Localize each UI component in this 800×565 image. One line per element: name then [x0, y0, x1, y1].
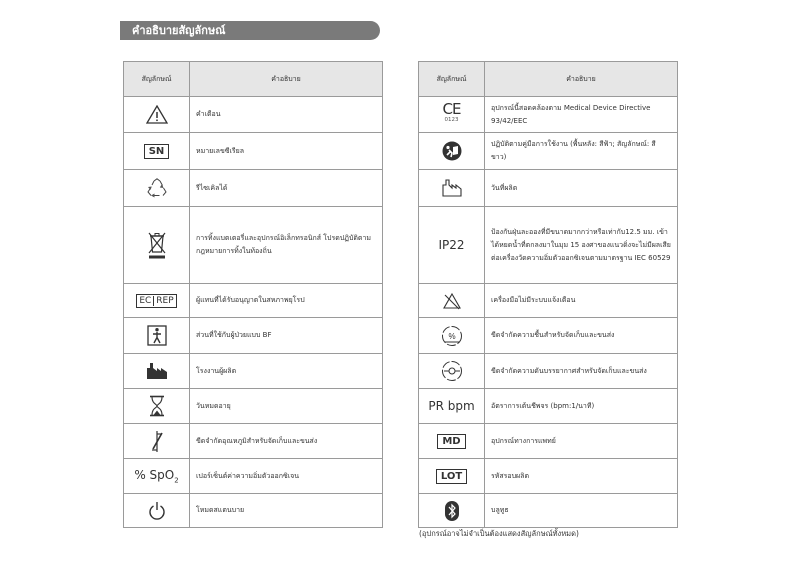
table-row [419, 284, 678, 318]
row-description: ป้องกันฝุ่นละอองที่มีขนาดมากกว่าหรือเท่ากับ12.5 มม. เข้าได้หยดน้ำที่ตกลงมาในมุม 15 องศาของแนวดิ่งจะไม่มีผลเสียต่อเครื่องวัดความอิ่มตัวออกซิเจนตามมาตรฐาน IEC 60529 [485, 207, 678, 284]
table-row [124, 459, 383, 494]
table-row [124, 170, 383, 207]
md-icon: MD [437, 434, 465, 449]
row-description: ส่วนที่ใช้กับผู้ป่วยแบบ BF [190, 318, 383, 354]
table-row [124, 133, 383, 170]
row-description: การทิ้งแบตเตอรี่และอุปกรณ์อิเล็กทรอนิกส์ โปรดปฏิบัติตามกฎหมายการทิ้งในท้องถิ่น [190, 207, 383, 284]
table-row [124, 424, 383, 459]
row-description: ขีดจำกัดความชื้นสำหรับจัดเก็บและขนส่ง [485, 318, 678, 354]
header-description: คำอธิบาย [485, 62, 678, 97]
table-row [419, 207, 678, 284]
table-row [124, 318, 383, 354]
table-row [419, 354, 678, 389]
row-description: อุปกรณ์นี้สอดคล้องตาม Medical Device Directive 93/42/EEC [485, 97, 678, 133]
table-row [419, 97, 678, 133]
ce-mark-icon: CE 0123 [442, 99, 461, 123]
table-row [419, 170, 678, 207]
table-row [124, 97, 383, 133]
row-description: คำเตือน [190, 97, 383, 133]
header-symbol: สัญลักษณ์ [124, 62, 190, 97]
temperature-limit-icon [147, 429, 167, 453]
manufacturer-icon [146, 362, 168, 380]
weee-bin-icon [146, 230, 168, 260]
row-description: รีไซเคิลได้ [190, 170, 383, 207]
spo2-icon: % SpO$_2$ [134, 467, 179, 485]
header-description: คำอธิบาย [190, 62, 383, 97]
section-title: คำอธิบายสัญลักษณ์ [120, 21, 380, 40]
sn-icon: SN [144, 144, 170, 159]
table-row [419, 318, 678, 354]
table-header [419, 62, 678, 97]
humidity-limit-icon [441, 325, 463, 347]
table-row [419, 459, 678, 494]
pressure-limit-icon [441, 360, 463, 382]
row-description: เครื่องมือไม่มีระบบแจ้งเตือน [485, 284, 678, 318]
table-row [124, 207, 383, 284]
table-row [419, 133, 678, 170]
row-description: โหมดสแตนบาย [190, 494, 383, 528]
row-description: ขีดจำกัดความดันบรรยากาศสำหรับจัดเก็บและขนส่ง [485, 354, 678, 389]
row-description: บลูทูธ [485, 494, 678, 528]
manufacture-date-icon [442, 179, 462, 197]
table-row [419, 494, 678, 528]
ec-rep-icon: EC REP [136, 294, 176, 308]
symbol-table-right [418, 61, 678, 528]
header-symbol: สัญลักษณ์ [419, 62, 485, 97]
table-row [419, 389, 678, 424]
row-description: ขีดจำกัดอุณหภูมิสำหรับจัดเก็บและขนส่ง [190, 424, 383, 459]
footnote: (อุปกรณ์อาจไม่จำเป็นต้องแสดงสัญลักษณ์ทั้งหมด) [419, 529, 579, 538]
row-description: วันหมดอายุ [190, 389, 383, 424]
row-description: รหัสรอบผลิต [485, 459, 678, 494]
row-description: ปฏิบัติตามคู่มือการใช้งาน (พื้นหลัง: สีฟ้า; สัญลักษณ์: สีขาว) [485, 133, 678, 170]
table-row [419, 424, 678, 459]
symbol-table-left [123, 61, 383, 528]
svg-text:%: % [447, 331, 456, 341]
row-description: อัตราการเต้นชีพจร (bpm:1/นาที) [485, 389, 678, 424]
table-row [124, 494, 383, 528]
lot-icon: LOT [436, 469, 467, 484]
row-description: อุปกรณ์ทางการแพทย์ [485, 424, 678, 459]
row-description: วันที่ผลิต [485, 170, 678, 207]
warning-triangle-icon [146, 105, 168, 124]
row-description: เปอร์เซ็นต์ค่าความอิ่มตัวออกซิเจน [190, 459, 383, 494]
recycle-icon [146, 178, 168, 198]
power-standby-icon [148, 501, 166, 521]
ip22-icon: IP22 [438, 238, 465, 252]
bluetooth-icon [444, 500, 460, 522]
table-header [124, 62, 383, 97]
no-alarm-icon [442, 292, 462, 310]
table-row [124, 284, 383, 318]
row-description: ผู้แทนที่ได้รับอนุญาตในสหภาพยุโรป [190, 284, 383, 318]
row-description: หมายเลขซีเรียล [190, 133, 383, 170]
instructions-icon [442, 141, 462, 161]
table-row [124, 389, 383, 424]
hourglass-icon [149, 395, 165, 417]
pr-bpm-icon: PR bpm [428, 399, 475, 413]
bf-applied-part-icon [147, 325, 167, 346]
table-row [124, 354, 383, 389]
row-description: โรงงานผู้ผลิต [190, 354, 383, 389]
